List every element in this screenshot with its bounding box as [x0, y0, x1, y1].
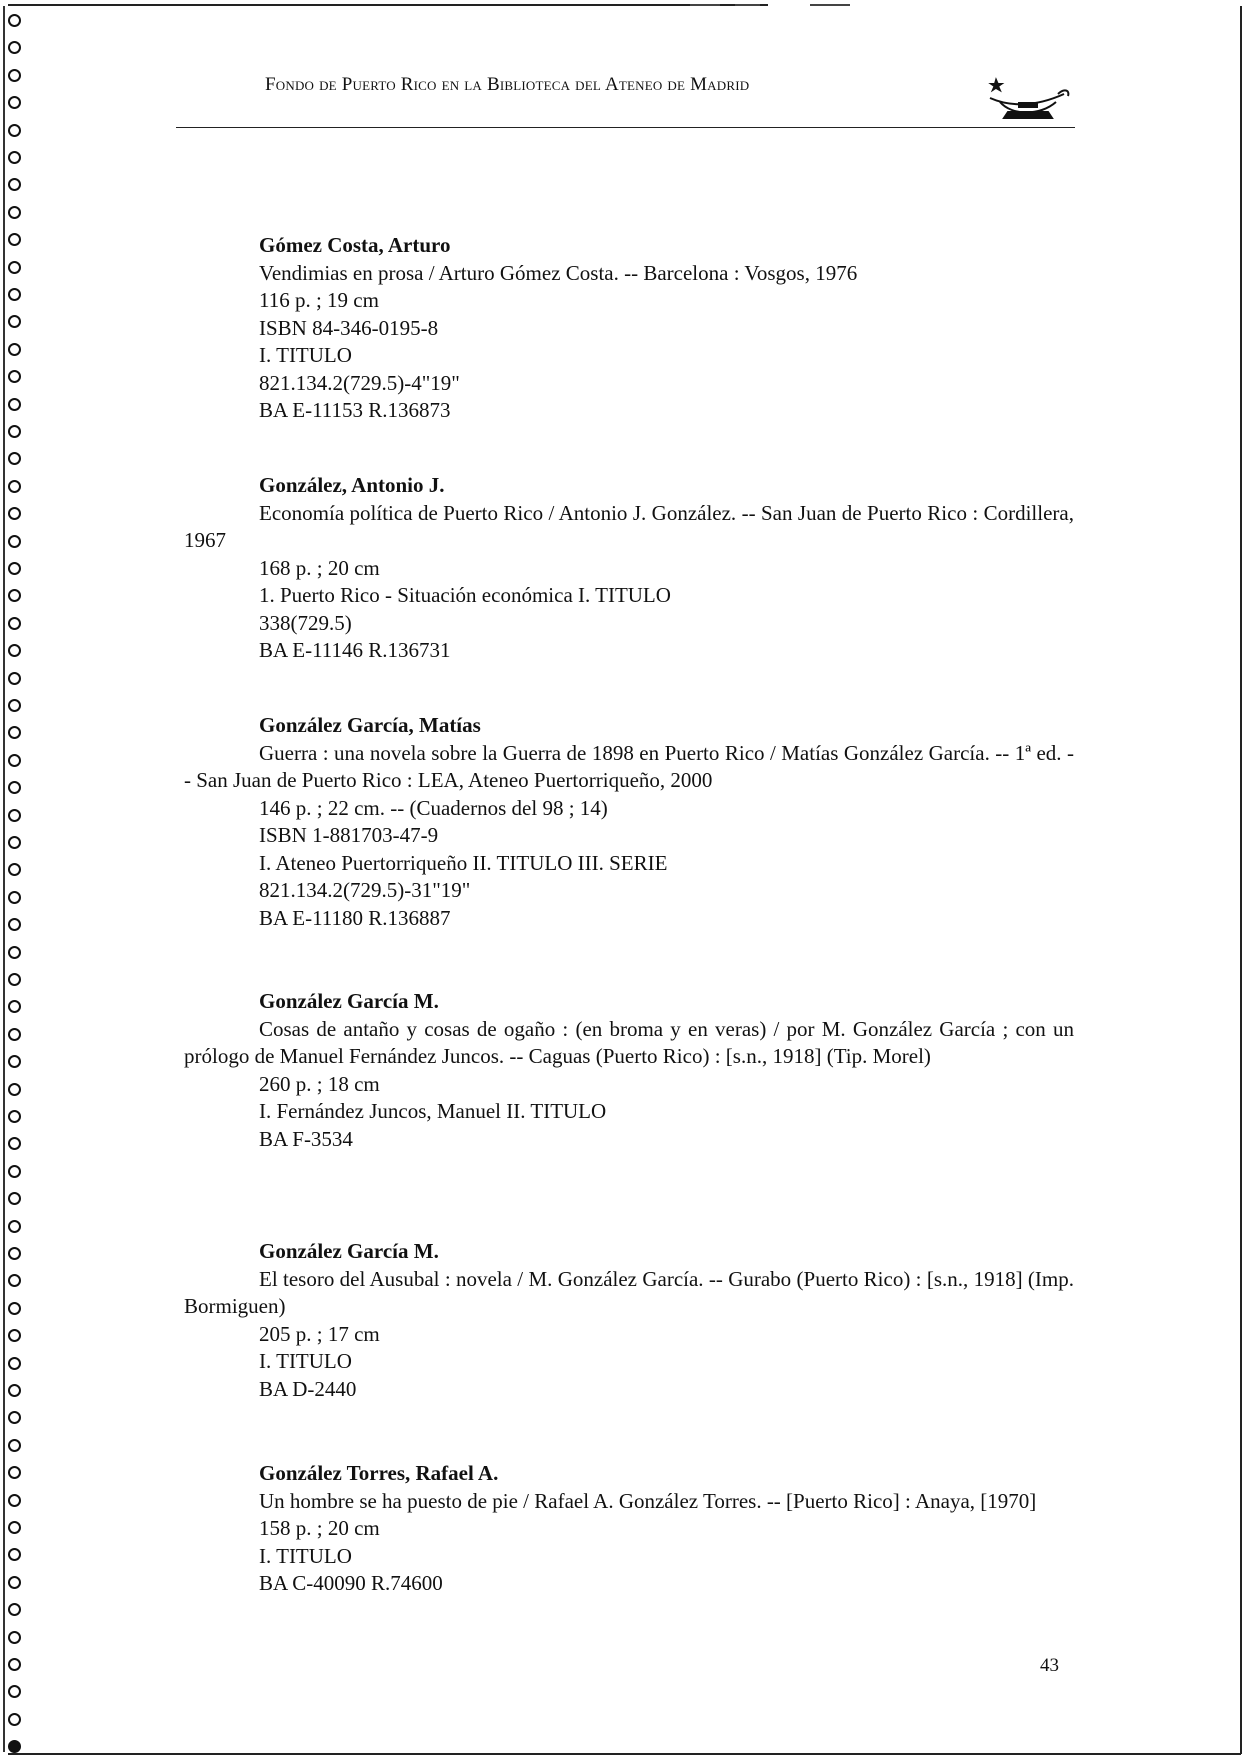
binder-hole — [8, 1110, 21, 1123]
lamp-emblem-icon — [978, 72, 1074, 120]
entry-line: 338(729.5) — [259, 610, 352, 635]
binder-hole — [8, 370, 21, 383]
entry-author: González, Antonio J. — [259, 473, 445, 497]
entry-author: González García, Matías — [259, 713, 481, 737]
entry-title: Economía política de Puerto Rico / Antonio J. González. -- San Juan de Puerto Rico : Cordillera, 1967 — [184, 500, 1074, 552]
binder-hole — [8, 124, 21, 137]
frame-right-edge — [1240, 6, 1242, 1754]
entry-author: González Torres, Rafael A. — [259, 1461, 499, 1485]
binder-hole — [8, 562, 21, 575]
binder-hole — [8, 261, 21, 274]
binder-hole — [8, 809, 21, 822]
binder-hole — [8, 1357, 21, 1370]
entry-author: González García M. — [259, 989, 439, 1013]
entry-line: I. Fernández Juncos, Manuel II. TITULO — [259, 1099, 607, 1123]
binder-hole — [8, 1494, 21, 1507]
binder-hole — [8, 1192, 21, 1205]
binder-hole — [8, 617, 21, 630]
binder-hole — [8, 178, 21, 191]
entry-title: Vendimias en prosa / Arturo Gómez Costa. -- Barcelona : Vosgos, 1976 — [259, 260, 858, 285]
binder-hole — [8, 1466, 21, 1479]
header-rule — [176, 127, 1075, 128]
entry-line: 260 p. ; 18 cm — [259, 1071, 380, 1096]
binder-hole — [8, 1631, 21, 1644]
binder-hole — [8, 1713, 21, 1726]
binder-hole — [8, 398, 21, 411]
binder-hole — [8, 535, 21, 548]
entry-line: BA E-11180 R.136887 — [259, 905, 451, 930]
catalog-entry — [184, 988, 1074, 1153]
binder-hole — [8, 69, 21, 82]
entry-title: Guerra : una novela sobre la Guerra de 1898 en Puerto Rico / Matías González García. -- 1ª ed. -- San Juan de Puerto Rico : LEA, Ateneo Puertorriqueño, 2000 — [184, 740, 1074, 792]
binder-hole — [8, 233, 21, 246]
entry-line: 116 p. ; 19 cm — [259, 288, 379, 312]
binder-hole — [8, 1000, 21, 1013]
binder-hole — [8, 1685, 21, 1698]
binder-holes — [0, 0, 28, 1760]
binder-hole — [8, 1658, 21, 1671]
binder-hole — [8, 1083, 21, 1096]
binder-hole — [8, 1302, 21, 1315]
binder-hole — [8, 891, 21, 904]
entry-line: BA F-3534 — [259, 1126, 353, 1151]
binder-hole — [8, 41, 21, 54]
binder-hole — [8, 1028, 21, 1041]
binder-hole — [8, 973, 21, 986]
entry-title: El tesoro del Ausubal : novela / M. González García. -- Gurabo (Puerto Rico) : [s.n., 1918] (Imp. Bormiguen) — [184, 1266, 1074, 1318]
catalog-entry — [184, 712, 1074, 932]
binder-hole — [8, 343, 21, 356]
binder-hole — [8, 1548, 21, 1561]
binder-hole — [8, 1165, 21, 1178]
entry-line: 1. Puerto Rico - Situación económica I. TITULO — [259, 583, 671, 607]
binder-hole — [8, 589, 21, 602]
binder-hole — [8, 1055, 21, 1068]
binder-hole — [8, 425, 21, 438]
binder-hole — [8, 315, 21, 328]
binder-hole — [8, 863, 21, 876]
entry-author: Gómez Costa, Arturo — [259, 233, 451, 257]
binder-hole — [8, 726, 21, 739]
entry-line: I. Ateneo Puertorriqueño II. TITULO III. SERIE — [259, 850, 668, 875]
frame-top-dash — [810, 4, 850, 6]
binder-hole — [8, 644, 21, 657]
binder-hole — [8, 918, 21, 931]
binder-hole — [8, 672, 21, 685]
binder-hole — [8, 452, 21, 465]
binder-hole — [8, 836, 21, 849]
entry-line: BA E-11146 R.136731 — [259, 638, 451, 662]
frame-top-edge — [8, 4, 768, 6]
binder-hole — [8, 1740, 21, 1753]
entry-line: BA D-2440 — [259, 1376, 357, 1401]
binder-hole — [8, 1329, 21, 1342]
binder-hole — [8, 1576, 21, 1589]
entry-line: I. TITULO — [259, 1543, 352, 1568]
entry-line: 821.134.2(729.5)-4"19" — [259, 370, 460, 395]
binder-hole — [8, 206, 21, 219]
binder-hole — [8, 1274, 21, 1287]
binder-hole — [8, 1247, 21, 1260]
entry-title: Un hombre se ha puesto de pie / Rafael A. González Torres. -- [Puerto Rico] : Anaya, [1970] — [259, 1488, 1037, 1513]
binder-hole — [8, 946, 21, 959]
binder-hole — [8, 1220, 21, 1233]
entry-line: ISBN 1-881703-47-9 — [259, 823, 439, 847]
binder-hole — [8, 96, 21, 109]
catalog-entry — [184, 1238, 1074, 1403]
binder-hole — [8, 480, 21, 493]
frame-top-dash — [690, 4, 720, 6]
entry-line: 168 p. ; 20 cm — [259, 555, 380, 580]
binder-hole — [8, 699, 21, 712]
binder-hole — [8, 14, 21, 27]
binder-hole — [8, 781, 21, 794]
entry-author: González García M. — [259, 1239, 439, 1263]
catalog-entry — [184, 232, 1074, 425]
binder-hole — [8, 151, 21, 164]
entry-line: I. TITULO — [259, 1349, 352, 1373]
frame-top-dash — [735, 4, 760, 6]
entry-line: 821.134.2(729.5)-31"19" — [259, 878, 471, 902]
running-header: Fondo de Puerto Rico en la Biblioteca del Ateneo de Madrid — [265, 74, 750, 95]
binder-hole — [8, 288, 21, 301]
entry-line: 205 p. ; 17 cm — [259, 1321, 380, 1346]
entry-line: BA C-40090 R.74600 — [259, 1571, 443, 1595]
binder-hole — [8, 507, 21, 520]
binder-hole — [8, 1439, 21, 1452]
entry-line: ISBN 84-346-0195-8 — [259, 315, 439, 340]
entry-line: 158 p. ; 20 cm — [259, 1516, 380, 1540]
binder-hole — [8, 1384, 21, 1397]
binder-hole — [8, 754, 21, 767]
binder-hole — [8, 1603, 21, 1616]
entry-line: I. TITULO — [259, 343, 352, 367]
binder-hole — [8, 1137, 21, 1150]
binder-hole — [8, 1521, 21, 1534]
catalog-entry — [184, 472, 1074, 665]
entry-line: 146 p. ; 22 cm. -- (Cuadernos del 98 ; 14) — [259, 795, 608, 820]
page-number: 43 — [1040, 1655, 1059, 1676]
entry-line: BA E-11153 R.136873 — [259, 398, 451, 422]
catalog-entry — [184, 1460, 1074, 1598]
frame-bottom-edge — [8, 1753, 1241, 1755]
binder-hole — [8, 1411, 21, 1424]
entry-title: Cosas de antaño y cosas de ogaño : (en broma y en veras) / por M. González García ; con un prólogo de Manuel Fernández Juncos. -- Caguas (Puerto Rico) : [s.n., 1918] (Tip. Morel) — [184, 1016, 1074, 1068]
